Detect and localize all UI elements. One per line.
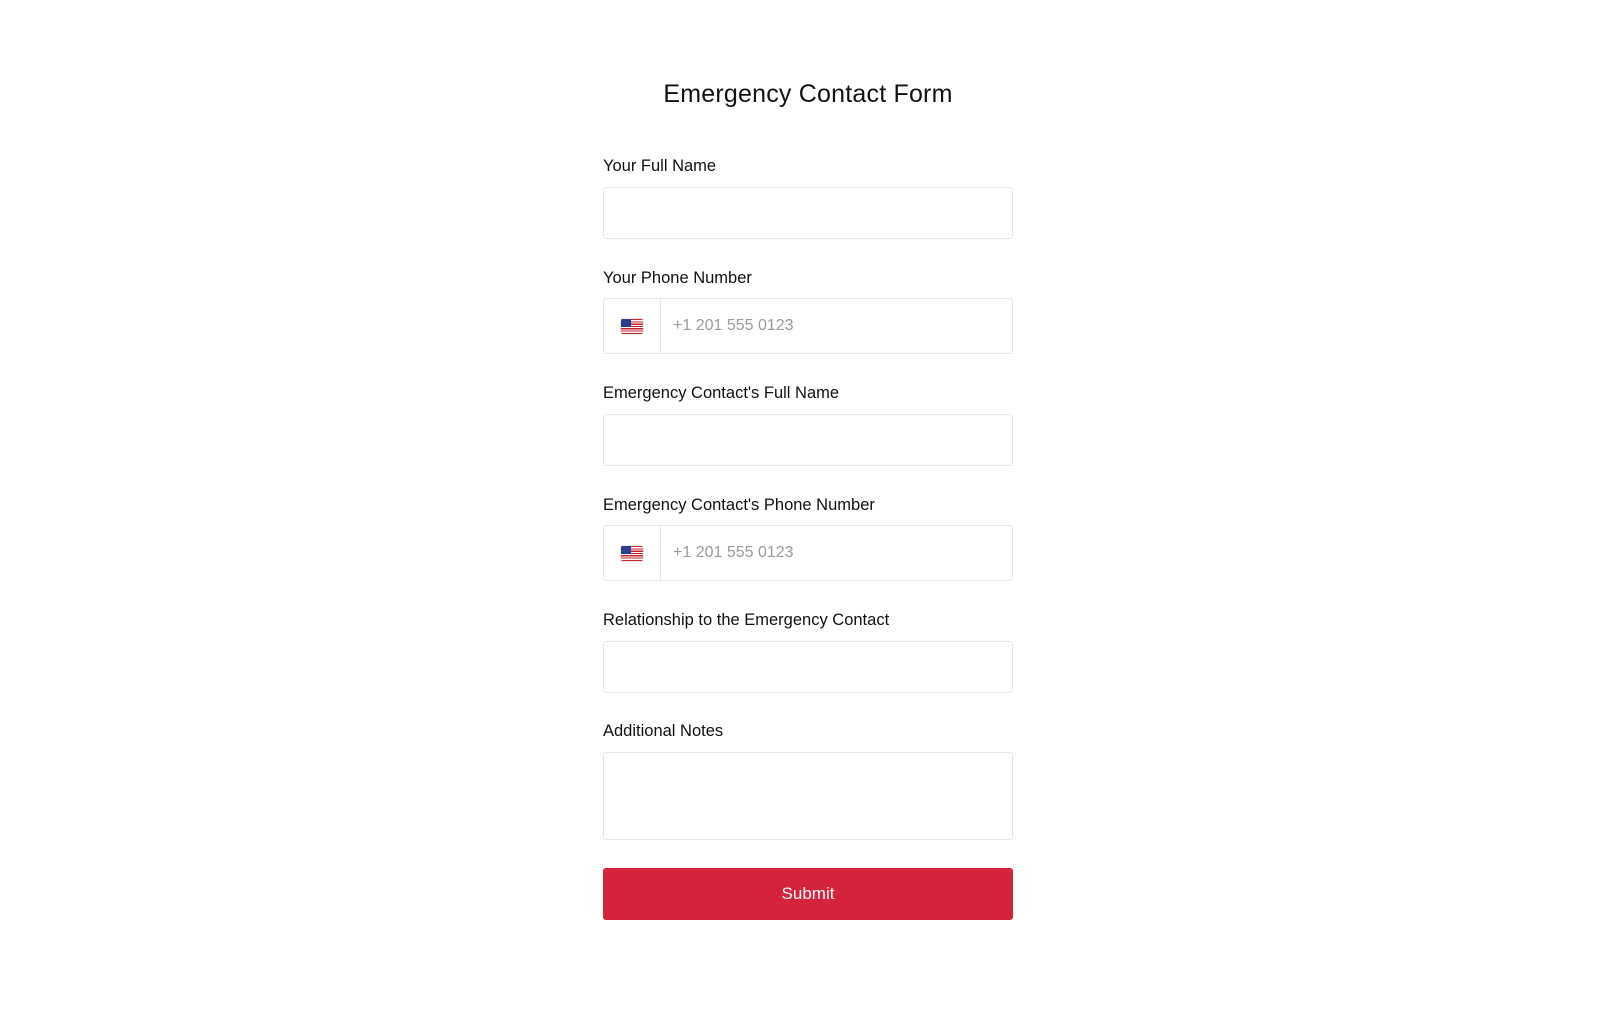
us-flag-icon [621, 546, 643, 561]
notes-textarea[interactable] [603, 752, 1013, 840]
your-full-name-field [603, 154, 1013, 178]
your-phone-country-selector[interactable] [604, 299, 661, 353]
relationship-label: Relationship to the Emergency Contact [603, 611, 890, 629]
relationship-input[interactable] [603, 641, 1013, 693]
contact-phone-label: Emergency Contact's Phone Number [603, 496, 875, 514]
notes-label: Additional Notes [603, 722, 724, 740]
your-full-name-input[interactable] [603, 187, 1013, 239]
contact-phone-box [603, 525, 1013, 581]
your-phone-box [603, 298, 1013, 354]
contact-full-name-input[interactable] [603, 414, 1013, 466]
relationship-field [603, 608, 1013, 632]
form-title: Emergency Contact Form [663, 80, 953, 108]
contact-phone-input[interactable] [661, 526, 1012, 580]
us-flag-icon [621, 319, 643, 334]
your-full-name-label: Your Full Name [603, 157, 717, 175]
contact-phone-field [603, 493, 1013, 517]
contact-phone-country-selector[interactable] [604, 526, 661, 580]
your-phone-input[interactable] [661, 299, 1012, 353]
your-phone-label: Your Phone Number [603, 269, 752, 287]
your-phone-field [603, 266, 1013, 290]
submit-button[interactable]: Submit [603, 868, 1013, 920]
contact-full-name-field [603, 381, 1013, 405]
contact-full-name-label: Emergency Contact's Full Name [603, 384, 840, 402]
notes-field [603, 719, 1013, 743]
